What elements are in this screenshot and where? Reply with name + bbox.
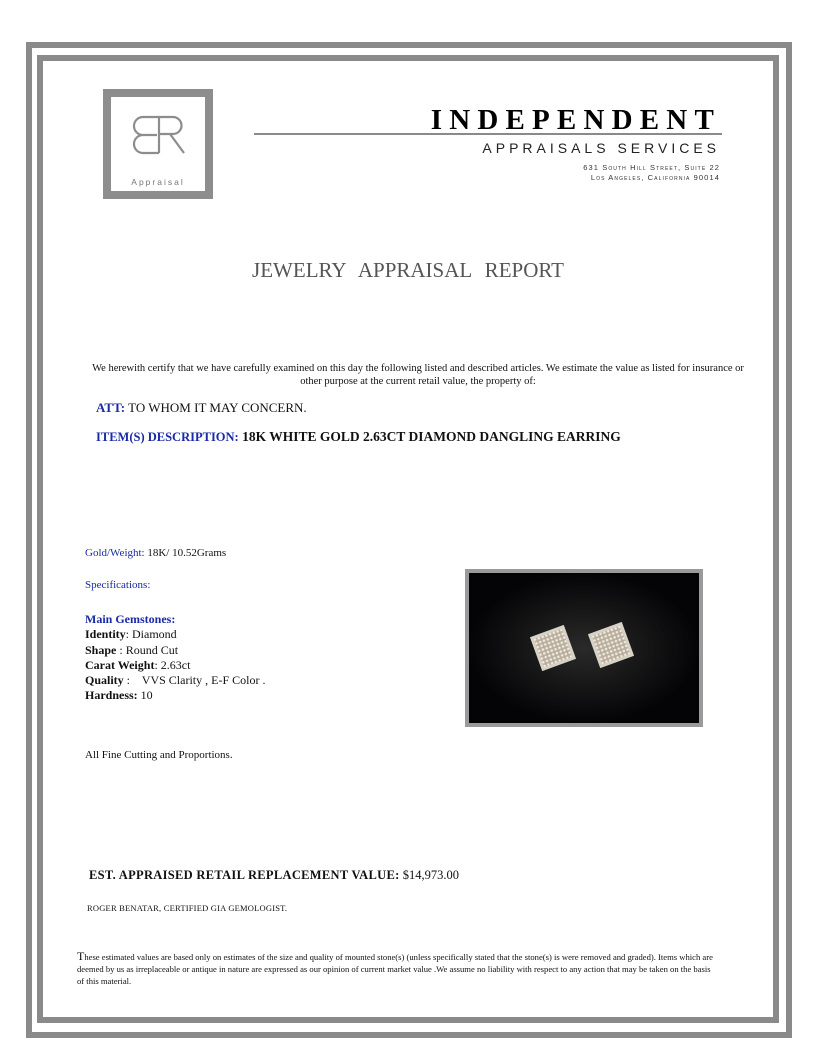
hardness-value: 10 — [137, 688, 153, 703]
shape-value: : Round Cut — [116, 642, 179, 657]
quality-row — [85, 673, 265, 688]
certification-text: We herewith certify that we have carefully examined on this day the following listed and described articles. We estimate the value as listed for insurance or other purpose at the current retail value, the property of: — [92, 363, 744, 387]
gold-weight-value: 18K/ 10.52Grams — [147, 547, 227, 559]
hardness-row — [85, 688, 265, 703]
estimated-value-label: EST. APPRAISED RETAIL REPLACEMENT VALUE: — [89, 868, 400, 882]
identity-value: : Diamond — [125, 627, 177, 642]
shape-row — [85, 643, 265, 658]
company-name: INDEPENDENT — [430, 104, 721, 136]
gold-weight-line — [85, 547, 226, 559]
earring-photo — [465, 569, 703, 727]
company-address-line1: 631 South Hill Street, Suite 22 — [583, 163, 720, 172]
attention-value: TO WHOM IT MAY CONCERN. — [128, 400, 307, 415]
identity-label: Identity — [85, 627, 126, 642]
company-subtitle: APPRAISALS SERVICES — [482, 140, 720, 156]
specifications-label: Specifications: — [85, 579, 151, 591]
item-description-line — [96, 429, 621, 445]
attention-label: ATT: — [96, 400, 126, 415]
gemologist-signature-line: ROGER BENATAR, CERTIFIED GIA GEMOLOGIST. — [87, 903, 288, 913]
hardness-label: Hardness: — [85, 688, 138, 703]
report-title: JEWELRY APPRAISAL REPORT — [252, 258, 564, 282]
main-gemstones-label: Main Gemstones: — [85, 612, 176, 626]
item-description-value: 18K WHITE GOLD 2.63CT DIAMOND DANGLING EARRING — [242, 429, 621, 444]
fine-cutting-note: All Fine Cutting and Proportions. — [85, 749, 233, 761]
logo-caption: Appraisal — [131, 177, 185, 187]
disclaimer-body: hese estimated values are based only on estimates of the size and quality of mounted stone(s) (unless specifically stated that the stone(s) is were removed and graded). Items which are deemed by us as irreplaceable or antique in nature are expressed as our opinion of current market value .We assume no liability with respect to any action that may be taken on the basis of this material. — [77, 952, 713, 986]
estimated-value-amount: $14,973.00 — [402, 868, 459, 882]
carat-row — [85, 658, 265, 673]
disclaimer-initial: T — [77, 949, 85, 963]
estimated-value-line — [89, 868, 459, 883]
disclaimer-text — [77, 950, 717, 987]
gemstone-details — [85, 612, 265, 704]
gold-weight-label: Gold/Weight: — [85, 547, 145, 559]
attention-line — [96, 400, 307, 416]
quality-label: Quality — [85, 673, 124, 688]
appraisal-logo — [103, 89, 213, 199]
shape-label: Shape — [85, 642, 117, 657]
company-address-line2: Los Angeles, California 90014 — [590, 173, 720, 182]
identity-row — [85, 627, 265, 642]
carat-label: Carat Weight — [85, 657, 155, 672]
quality-value: : VVS Clarity , E-F Color . — [123, 673, 266, 688]
item-description-label: ITEM(S) DESCRIPTION: — [96, 430, 239, 444]
er-monogram-icon — [129, 115, 189, 155]
earring-image — [469, 573, 699, 723]
carat-value: : 2.63ct — [154, 657, 191, 672]
